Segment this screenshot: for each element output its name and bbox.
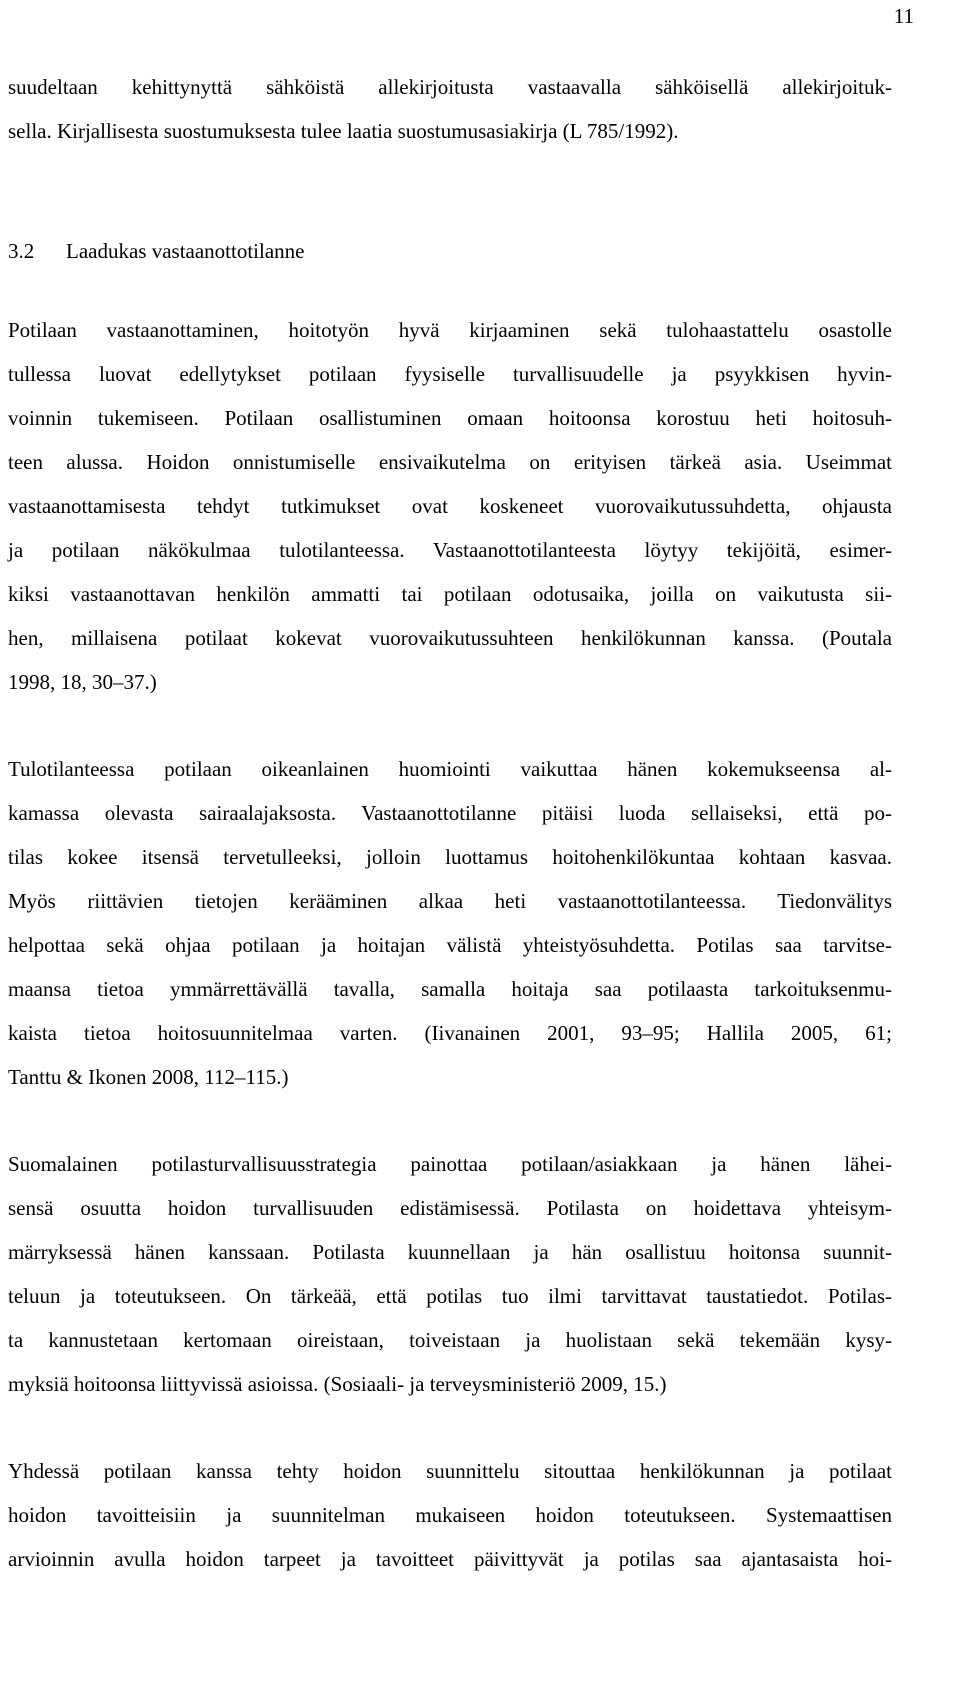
text-line: kamassa olevasta sairaalajaksosta. Vastaanottotilanne pitäisi luoda sellaiseksi, että po- [8, 801, 892, 825]
text-line: vastaanottamisesta tehdyt tutkimukset ovat koskeneet vuorovaikutussuhdetta, ohjausta [8, 494, 892, 518]
section-number: 3.2 [8, 239, 35, 263]
text-line: sensä osuutta hoidon turvallisuuden edistämisessä. Potilasta on hoidettava yhteisym- [8, 1196, 892, 1220]
text-line: Tulotilanteessa potilaan oikeanlainen huomiointi vaikuttaa hänen kokemukseensa al- [8, 757, 892, 781]
text-line: myksiä hoitoonsa liittyvissä asioissa. (Sosiaali- ja terveysministeriö 2009, 15.) [8, 1372, 667, 1396]
text-line: Myös riittävien tietojen kerääminen alkaa heti vastaanottotilanteessa. Tiedonvälitys [8, 889, 892, 913]
text-line: tullessa luovat edellytykset potilaan fyysiselle turvallisuudelle ja psyykkisen hyvin- [8, 362, 892, 386]
text-line: ta kannustetaan kertomaan oireistaan, toiveistaan ja huolistaan sekä tekemään kysy- [8, 1328, 892, 1352]
text-line: helpottaa sekä ohjaa potilaan ja hoitajan välistä yhteistyösuhdetta. Potilas saa tarvitse- [8, 933, 892, 957]
text-line: teluun ja toteutukseen. On tärkeää, että potilas tuo ilmi tarvittavat taustatiedot. Potilas- [8, 1284, 892, 1308]
text-line: sella. Kirjallisesta suostumuksesta tulee laatia suostumusasiakirja (L 785/1992). [8, 119, 679, 143]
text-line: 1998, 18, 30–37.) [8, 670, 157, 694]
page-number: 11 [893, 4, 914, 28]
text-line: arvioinnin avulla hoidon tarpeet ja tavoitteet päivittyvät ja potilas saa ajantasaista hoi- [8, 1547, 892, 1571]
text-line: Tanttu & Ikonen 2008, 112–115.) [8, 1065, 289, 1089]
text-line: kaista tietoa hoitosuunnitelmaa varten. (Iivanainen 2001, 93–95; Hallila 2005, 61; [8, 1021, 892, 1045]
text-line: teen alussa. Hoidon onnistumiselle ensivaikutelma on erityisen tärkeä asia. Useimmat [8, 450, 892, 474]
text-line: Potilaan vastaanottaminen, hoitotyön hyvä kirjaaminen sekä tulohaastattelu osastolle [8, 318, 892, 342]
text-line: hoidon tavoitteisiin ja suunnitelman mukaiseen hoidon toteutukseen. Systemaattisen [8, 1503, 892, 1527]
section-heading [8, 237, 305, 265]
text-line: kiksi vastaanottavan henkilön ammatti tai potilaan odotusaika, joilla on vaikutusta sii- [8, 582, 892, 606]
section-title: Laadukas vastaanottotilanne [66, 239, 305, 263]
text-line: voinnin tukemiseen. Potilaan osallistuminen omaan hoitoonsa korostuu heti hoitosuh- [8, 406, 892, 430]
text-line: maansa tietoa ymmärrettävällä tavalla, samalla hoitaja saa potilaasta tarkoituksenmu- [8, 977, 892, 1001]
text-line: hen, millaisena potilaat kokevat vuorovaikutussuhteen henkilökunnan kanssa. (Poutala [8, 626, 892, 650]
text-line: märryksessä hänen kanssaan. Potilasta kuunnellaan ja hän osallistuu hoitonsa suunnit- [8, 1240, 892, 1264]
text-line: tilas kokee itsensä tervetulleeksi, jolloin luottamus hoitohenkilökuntaa kohtaan kasvaa. [8, 845, 892, 869]
text-line: suudeltaan kehittynyttä sähköistä allekirjoitusta vastaavalla sähköisellä allekirjoituk- [8, 75, 892, 99]
text-line: ja potilaan näkökulmaa tulotilanteessa. Vastaanottotilanteesta löytyy tekijöitä, esimer- [8, 538, 892, 562]
text-line: Yhdessä potilaan kanssa tehty hoidon suunnittelu sitouttaa henkilökunnan ja potilaat [8, 1459, 892, 1483]
text-line: Suomalainen potilasturvallisuusstrategia painottaa potilaan/asiakkaan ja hänen lähei- [8, 1152, 892, 1176]
